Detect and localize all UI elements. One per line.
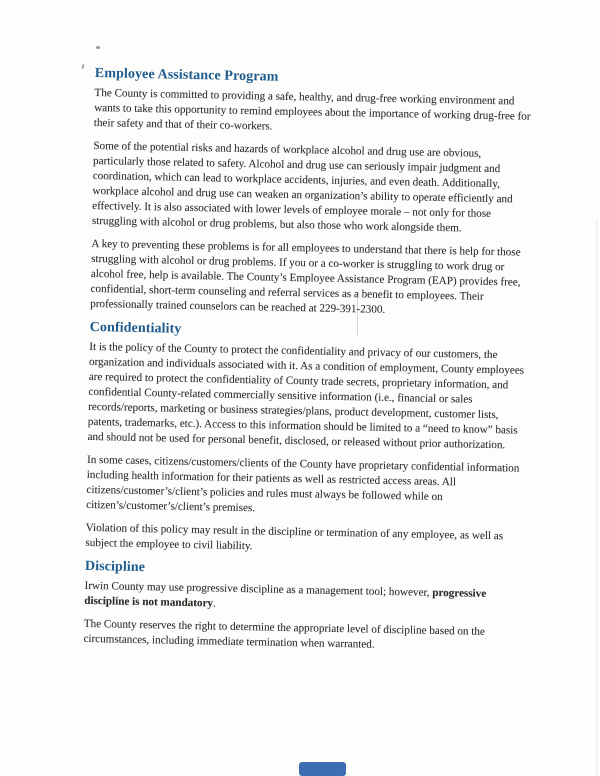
scan-speck-artifact <box>96 46 100 49</box>
confidentiality-paragraph-violation: Violation of this policy may result in the discipline or termination of any employee, as well as subject the employee to civil liability. <box>85 521 504 553</box>
section-heading-discipline: Discipline <box>84 558 146 576</box>
page-edge-shadow <box>595 220 598 776</box>
document-body <box>83 66 533 664</box>
discipline-paragraph-progressive <box>84 579 523 618</box>
scan-tick-artifact <box>81 64 84 69</box>
discipline-text-before-bold: Irwin County may use progressive discipline as a management tool; however, <box>84 579 433 599</box>
eap-paragraph-risks: Some of the potential risks and hazards of workplace alcohol and drug use are obvious, particularly those related to safety. Alcohol and drug use can seriously impair judgment and coordination, which can lead to workplace accidents, injuries, and even death. Additionally, workplace alcohol and drug use can weaken an organization’s ability to operate efficiently and effectively. It is also associated with lower levels of employee morale – not only for those struggling with alcohol or drug problems, but also those who work alongside them. <box>91 139 513 235</box>
confidentiality-paragraph-clients: In some cases, citizens/customers/clients of the County have proprietary confidential information including health information for their patients as well as restricted access areas. All citizens/customer’s/client’s policies and rules must always be followed while on citizen’s/customer’s/client’s premises. <box>86 453 520 515</box>
section-heading-employee-assistance-program: Employee Assistance Program <box>94 66 279 85</box>
footer-redaction-marker <box>299 762 346 776</box>
discipline-bold-statement: progressive discipline is not mandatory <box>84 586 487 610</box>
eap-paragraph-commitment: The County is committed to providing a safe, healthy, and drug-free working environment and wants to take this opportunity to remind employees about the importance of working drug-free for their safety and that of their co-workers. <box>93 86 531 133</box>
discipline-text-after-bold: . <box>212 597 216 610</box>
section-heading-confidentiality: Confidentiality <box>89 319 182 337</box>
confidentiality-paragraph-policy: It is the policy of the County to protect the confidentiality and privacy of our customers, the organization and individuals associated with it. As a condition of employment, County employees are required to protect the confidentiality of County trade secrets, proprietary information, and confidential County-related commercially sensitive information (i.e., financial or sales records/reports, marketing or business strategies/plans, product development, customer lists, patents, trademarks, etc.). Access to this information should be limited to a “need to know” basis and should not be used for personal benefit, disclosed, or released without prior authorization. <box>87 340 525 452</box>
eap-paragraph-help: A key to preventing these problems is for all employees to understand that there is help for those struggling with alcohol or drug problems. If you or a co-worker is struggling to work drug or alcohol free, help is available. The County’s Employee Assistance Program (EAP) provides free, confidential, short-term counseling and referral services as a benefit to employees. Their professionally trained counselors can be reached at 229-391-2300. <box>90 237 521 316</box>
discipline-paragraph-reserves-right: The County reserves the right to determine the appropriate level of discipline based on the circumstances, including immediate termination when warranted. <box>83 617 485 651</box>
